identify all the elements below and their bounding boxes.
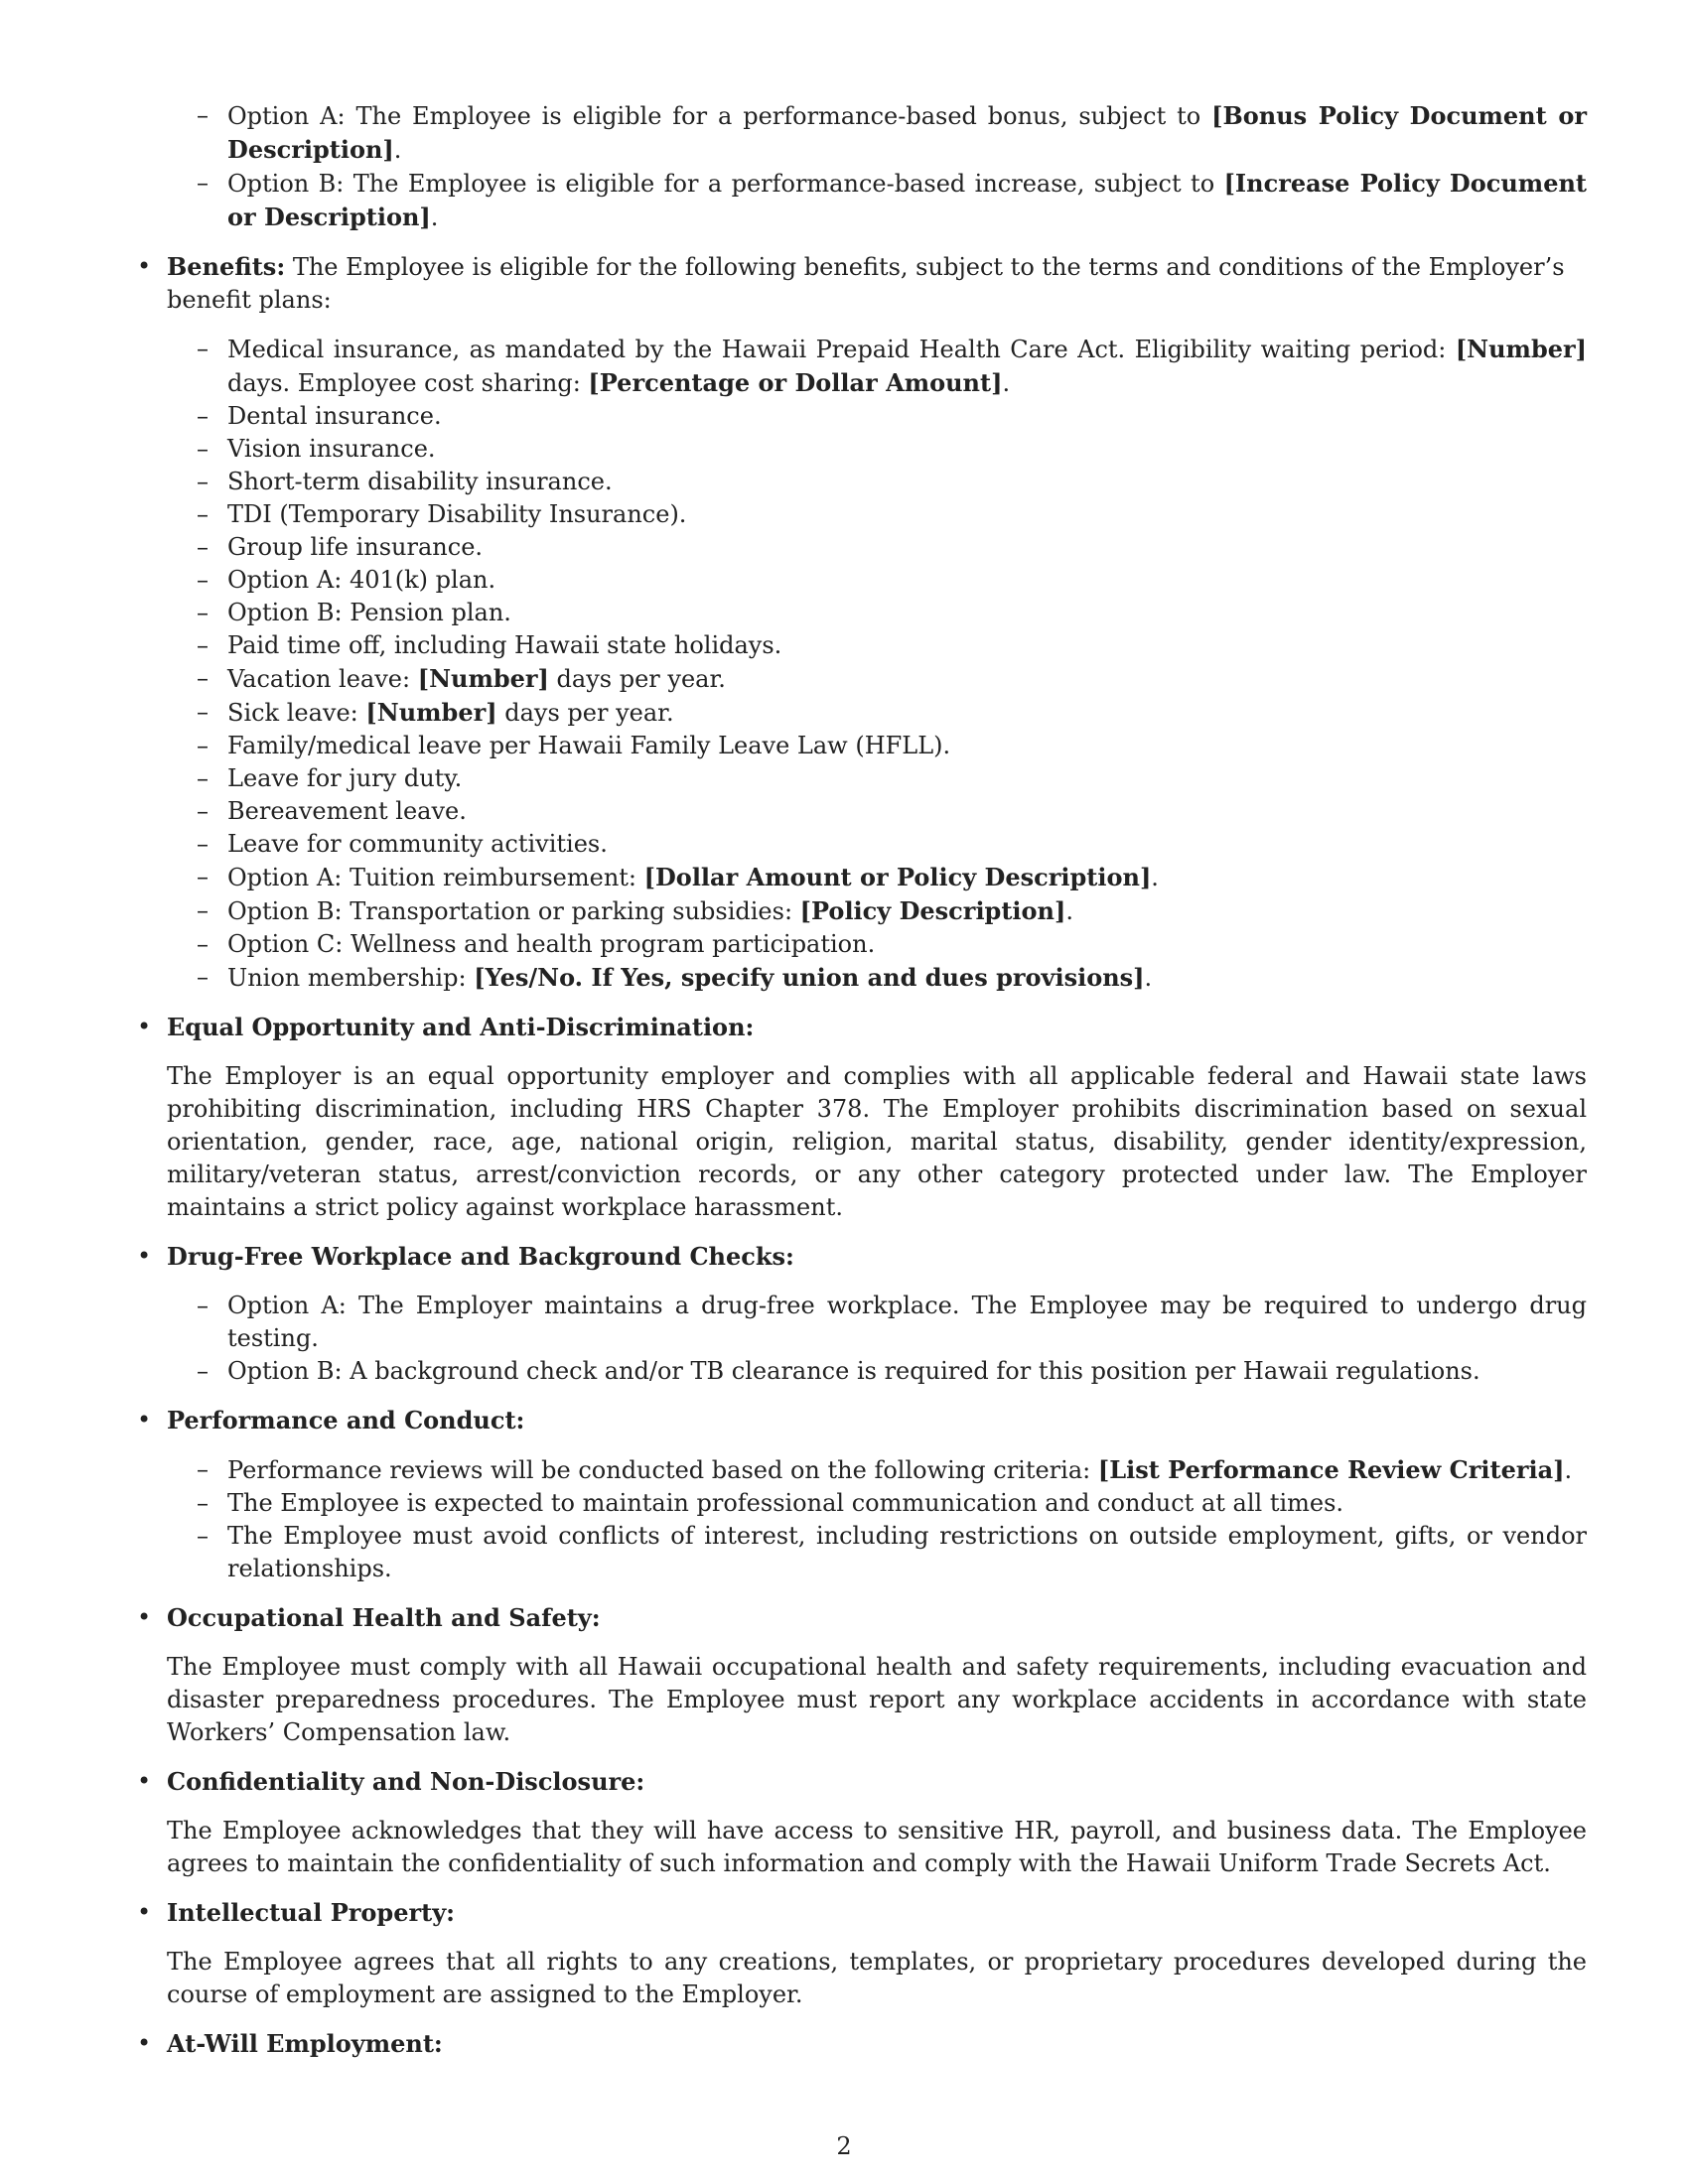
item-text: The Employee is expected to maintain professional communication and conduct at all times.	[227, 1489, 1344, 1517]
item-text: Union membership:	[227, 964, 475, 992]
item-text: days per year.	[548, 665, 726, 693]
benefits-text: The Employee is eligible for the following benefits, subject to the terms and conditions of the Employer’s benefit plans:	[167, 253, 1565, 314]
dash-icon: –	[197, 500, 209, 528]
item-text: .	[1144, 964, 1153, 992]
item-text: Group life insurance.	[227, 533, 484, 561]
item-text: .	[1002, 369, 1011, 397]
item-text: Option A: Tuition reimbursement:	[227, 864, 644, 891]
placeholder-text: [Policy Description]	[799, 896, 1066, 925]
dash-icon: –	[197, 169, 209, 197]
item-text: Vision insurance.	[227, 435, 436, 463]
bullet-icon: •	[137, 1898, 152, 1926]
dash-icon: –	[197, 896, 209, 924]
drug-free-list	[167, 1290, 1587, 1388]
list-item	[167, 730, 1587, 762]
at-will-heading: At-Will Employment:	[167, 2029, 443, 2058]
placeholder-text: [Percentage or Dollar Amount]	[588, 368, 1003, 397]
dash-icon: –	[197, 566, 209, 594]
item-text: Sick leave:	[227, 699, 366, 727]
performance-section	[137, 1404, 1587, 1585]
dash-icon: –	[197, 631, 209, 659]
bullet-icon: •	[137, 252, 152, 280]
dash-icon: –	[197, 335, 209, 362]
item-text: .	[393, 136, 402, 164]
dash-icon: –	[197, 732, 209, 759]
item-text: Option A: The Employer maintains a drug-free workplace. The Employee may be required to undergo drug testing.	[227, 1292, 1587, 1352]
item-text: Leave for community activities.	[227, 830, 608, 858]
bullet-icon: •	[137, 1013, 152, 1040]
bullet-icon: •	[137, 2029, 152, 2057]
dash-icon: –	[197, 533, 209, 561]
dash-icon: –	[197, 764, 209, 792]
placeholder-text: [Number]	[365, 698, 497, 727]
item-text: days per year.	[496, 699, 674, 727]
item-text: Paid time off, including Hawaii state holidays.	[227, 631, 782, 659]
dash-icon: –	[197, 698, 209, 726]
item-text: Performance reviews will be conducted based on the following criteria:	[227, 1456, 1098, 1484]
item-text: Option A: 401(k) plan.	[227, 566, 496, 594]
placeholder-text: [Bonus Policy Document or Description]	[227, 101, 1587, 164]
dash-icon: –	[197, 402, 209, 430]
bullet-icon: •	[137, 1406, 152, 1433]
bullet-icon: •	[137, 1603, 152, 1631]
dash-icon: –	[197, 930, 209, 958]
placeholder-text: [Number]	[1455, 335, 1587, 363]
item-text: Vacation leave:	[227, 665, 418, 693]
list-item	[167, 762, 1587, 795]
list-item	[167, 696, 1587, 730]
list-item	[167, 795, 1587, 828]
item-text: .	[1564, 1456, 1573, 1484]
performance-heading: Performance and Conduct:	[167, 1406, 525, 1434]
health-safety-text: The Employee must comply with all Hawaii occupational health and safety requirements, including evacuation and disaster preparedness procedures. The Employee must report any workplace accidents in accordance with state Workers’ Compensation law.	[167, 1653, 1587, 1746]
list-item	[167, 498, 1587, 531]
dash-icon: –	[197, 1522, 209, 1550]
item-text: Leave for jury duty.	[227, 764, 463, 792]
list-item	[167, 433, 1587, 466]
dash-icon: –	[197, 435, 209, 463]
drug-free-heading: Drug-Free Workplace and Background Checks:	[167, 1242, 794, 1271]
health-safety-heading: Occupational Health and Safety:	[167, 1603, 601, 1632]
drug-free-section	[137, 1240, 1587, 1388]
item-text: .	[1151, 864, 1159, 891]
confidentiality-heading: Confidentiality and Non-Disclosure:	[167, 1767, 645, 1796]
dash-icon: –	[197, 797, 209, 825]
benefits-section	[137, 250, 1587, 995]
list-item	[167, 531, 1587, 564]
bullet-icon: •	[137, 1242, 152, 1270]
item-text: Option B: A background check and/or TB clearance is required for this position per Hawaii regulations.	[227, 1357, 1480, 1385]
item-text: Option B: The Employee is eligible for a performance-based increase, subject to	[227, 170, 1224, 198]
list-item	[167, 99, 1587, 167]
item-text: .	[430, 204, 439, 231]
ip-section	[137, 1896, 1587, 2011]
dash-icon: –	[197, 1292, 209, 1319]
equal-opportunity-heading: Equal Opportunity and Anti-Discrimination:	[167, 1013, 755, 1041]
list-item	[167, 629, 1587, 662]
placeholder-text: [Increase Policy Document or Description]	[227, 169, 1588, 231]
dash-icon: –	[197, 101, 209, 129]
ip-heading: Intellectual Property:	[167, 1898, 455, 1927]
health-safety-section	[137, 1601, 1587, 1749]
list-item	[167, 1290, 1587, 1355]
benefits-heading: Benefits:	[167, 252, 286, 281]
intro-option-list	[167, 99, 1587, 234]
dash-icon: –	[197, 863, 209, 890]
dash-icon: –	[197, 664, 209, 692]
equal-opportunity-text: The Employer is an equal opportunity employer and complies with all applicable federal and Hawaii state laws prohibiting discrimination, including HRS Chapter 378. The Employer prohibits discrimination based on sexual orientation, gender, race, age, national origin, religion, marital status, disability, gender identity/expression, military/veteran status, arrest/conviction records, or any other category protected under law. The Employer maintains a strict policy against workplace harassment.	[167, 1062, 1587, 1221]
placeholder-text: [Yes/No. If Yes, specify union and dues provisions]	[474, 963, 1145, 992]
item-text: Option B: Transportation or parking subsidies:	[227, 897, 800, 925]
list-item	[167, 928, 1587, 961]
dash-icon: –	[197, 963, 209, 991]
item-text: TDI (Temporary Disability Insurance).	[227, 500, 687, 528]
item-text: Bereavement leave.	[227, 797, 467, 825]
item-text: .	[1065, 897, 1073, 925]
list-item	[167, 961, 1587, 995]
placeholder-text: [List Performance Review Criteria]	[1097, 1455, 1565, 1484]
item-text: Option C: Wellness and health program participation.	[227, 930, 876, 958]
item-text: Short-term disability insurance.	[227, 468, 613, 495]
dash-icon: –	[197, 1455, 209, 1483]
at-will-section	[137, 2027, 1587, 2061]
dash-icon: –	[197, 468, 209, 495]
list-item	[167, 400, 1587, 433]
list-item	[167, 861, 1587, 894]
item-text: Option A: The Employee is eligible for a performance-based bonus, subject to	[227, 102, 1212, 130]
performance-list	[167, 1453, 1587, 1585]
page-number: 2	[836, 2132, 852, 2160]
placeholder-text: [Dollar Amount or Policy Description]	[643, 863, 1152, 891]
item-text: Medical insurance, as mandated by the Hawaii Prepaid Health Care Act. Eligibility waiting period:	[227, 336, 1456, 363]
list-item	[167, 1355, 1587, 1388]
list-item	[167, 167, 1587, 234]
list-item	[167, 1520, 1587, 1585]
section-list	[137, 250, 1587, 2061]
item-text: Family/medical leave per Hawaii Family Leave Law (HFLL).	[227, 732, 951, 759]
item-text: Option B: Pension plan.	[227, 599, 511, 626]
dash-icon: –	[197, 1489, 209, 1517]
list-item	[167, 564, 1587, 597]
list-item	[167, 894, 1587, 928]
bullet-icon: •	[137, 1767, 152, 1795]
item-text: The Employee must avoid conflicts of interest, including restrictions on outside employment, gifts, or vendor relationships.	[227, 1522, 1587, 1582]
list-item	[167, 333, 1587, 400]
list-item	[167, 1453, 1587, 1487]
list-item	[167, 597, 1587, 629]
dash-icon: –	[197, 830, 209, 858]
list-item	[167, 662, 1587, 696]
placeholder-text: [Number]	[417, 664, 549, 693]
equal-opportunity-section	[137, 1011, 1587, 1224]
item-text: days. Employee cost sharing:	[227, 369, 589, 397]
benefits-list	[167, 333, 1587, 995]
list-item	[167, 466, 1587, 498]
confidentiality-section	[137, 1765, 1587, 1880]
confidentiality-text: The Employee acknowledges that they will have access to sensitive HR, payroll, and business data. The Employee agrees to maintain the confidentiality of such information and comply with the Hawaii Uniform Trade Secrets Act.	[167, 1817, 1587, 1877]
ip-text: The Employee agrees that all rights to any creations, templates, or proprietary procedures developed during the course of employment are assigned to the Employer.	[167, 1948, 1587, 2008]
dash-icon: –	[197, 1357, 209, 1385]
dash-icon: –	[197, 599, 209, 626]
list-item	[167, 828, 1587, 861]
item-text: Dental insurance.	[227, 402, 442, 430]
list-item	[167, 1487, 1587, 1520]
document-page	[137, 99, 1588, 2077]
